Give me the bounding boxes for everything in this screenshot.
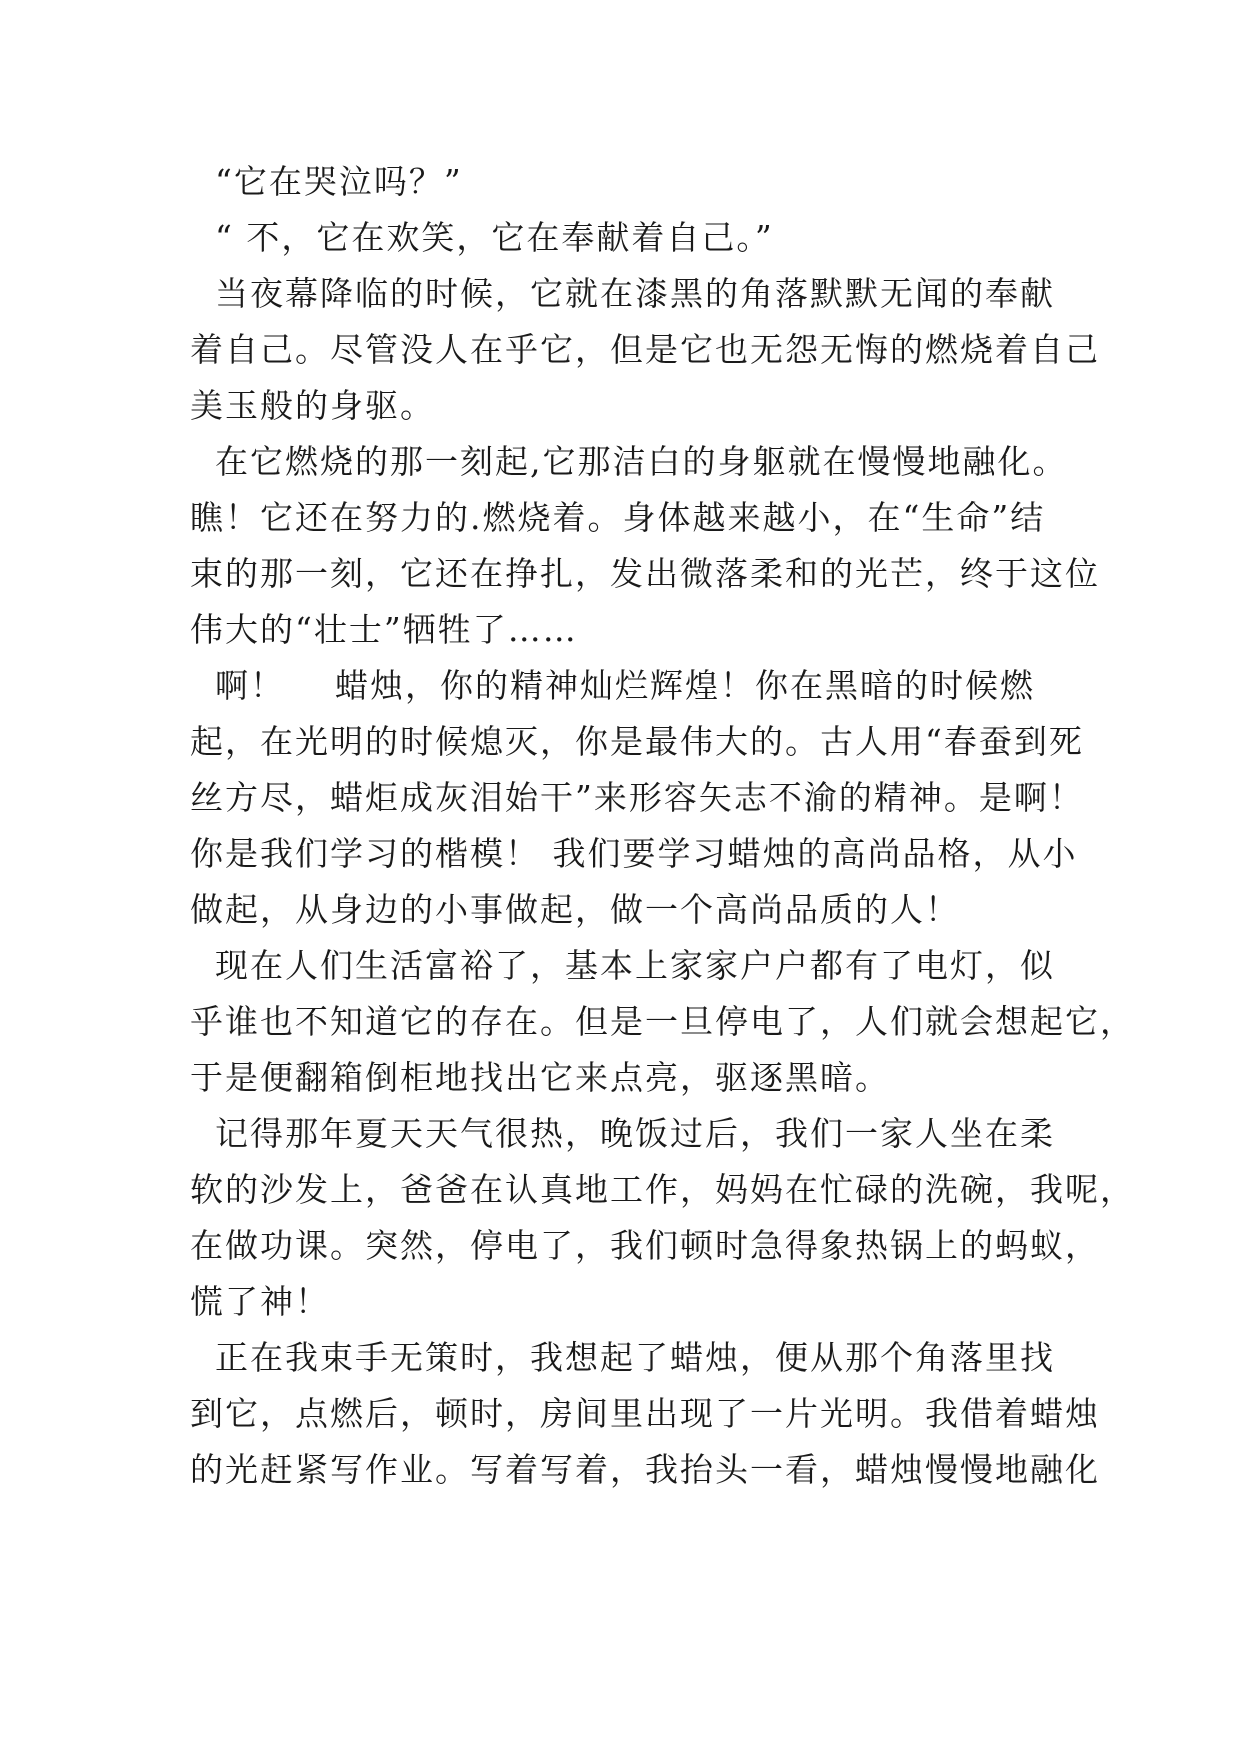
text-line: 乎谁也不知道它的存在。但是一旦停电了，人们就会想起它， [190,1002,1135,1041]
text-line: 的光赶紧写作业。写着写着，我抬头一看，蜡烛慢慢地融化 [190,1450,1100,1489]
text-line: 啊！ 蜡烛，你的精神灿烂辉煌！你在黑暗的时候燃 [190,666,1035,705]
text-line: 起，在光明的时候熄灭，你是最伟大的。古人用“春蚕到死 [190,722,1084,761]
text-line: 正在我束手无策时，我想起了蜡烛，便从那个角落里找 [190,1338,1055,1377]
text-line: 你是我们学习的楷模！ 我们要学习蜡烛的高尚品格，从小 [190,834,1078,873]
text-line: 着自己。尽管没人在乎它，但是它也无怨无悔的燃烧着自己 [190,330,1100,369]
text-line: 丝方尽，蜡炬成灰泪始干”来形容矢志不渝的精神。是啊！ [190,778,1084,817]
text-line: “它在哭泣吗？” [190,162,463,201]
text-line: 记得那年夏天天气很热，晚饭过后，我们一家人坐在柔 [190,1114,1055,1153]
text-line: 软的沙发上，爸爸在认真地工作，妈妈在忙碌的洗碗，我呢， [190,1170,1135,1209]
text-line: 做起，从身边的小事做起，做一个高尚品质的人！ [190,890,960,929]
text-line: 到它，点燃后，顿时，房间里出现了一片光明。我借着蜡烛 [190,1394,1100,1433]
text-line: 慌了神！ [190,1282,330,1321]
text-line: 于是便翻箱倒柜地找出它来点亮，驱逐黑暗。 [190,1058,890,1097]
text-line: “ 不，它在欢笑，它在奉献着自己。” [190,218,774,257]
text-line: 伟大的“壮士”牺牲了…… [190,610,578,649]
text-line: 现在人们生活富裕了，基本上家家户户都有了电灯，似 [190,946,1055,985]
text-line: 在做功课。突然，停电了，我们顿时急得象热锅上的蚂蚁， [190,1226,1100,1265]
text-line: 当夜幕降临的时候，它就在漆黑的角落默默无闻的奉献 [190,274,1055,313]
text-line: 束的那一刻，它还在挣扎，发出微落柔和的光芒，终于这位 [190,554,1100,593]
text-line: 在它燃烧的那一刻起,它那洁白的身躯就在慢慢地融化。 [190,442,1068,481]
text-line: 美玉般的身驱。 [190,386,435,425]
text-line: 瞧！它还在努力的.燃烧着。身体越来越小，在“生命”结 [190,498,1046,537]
